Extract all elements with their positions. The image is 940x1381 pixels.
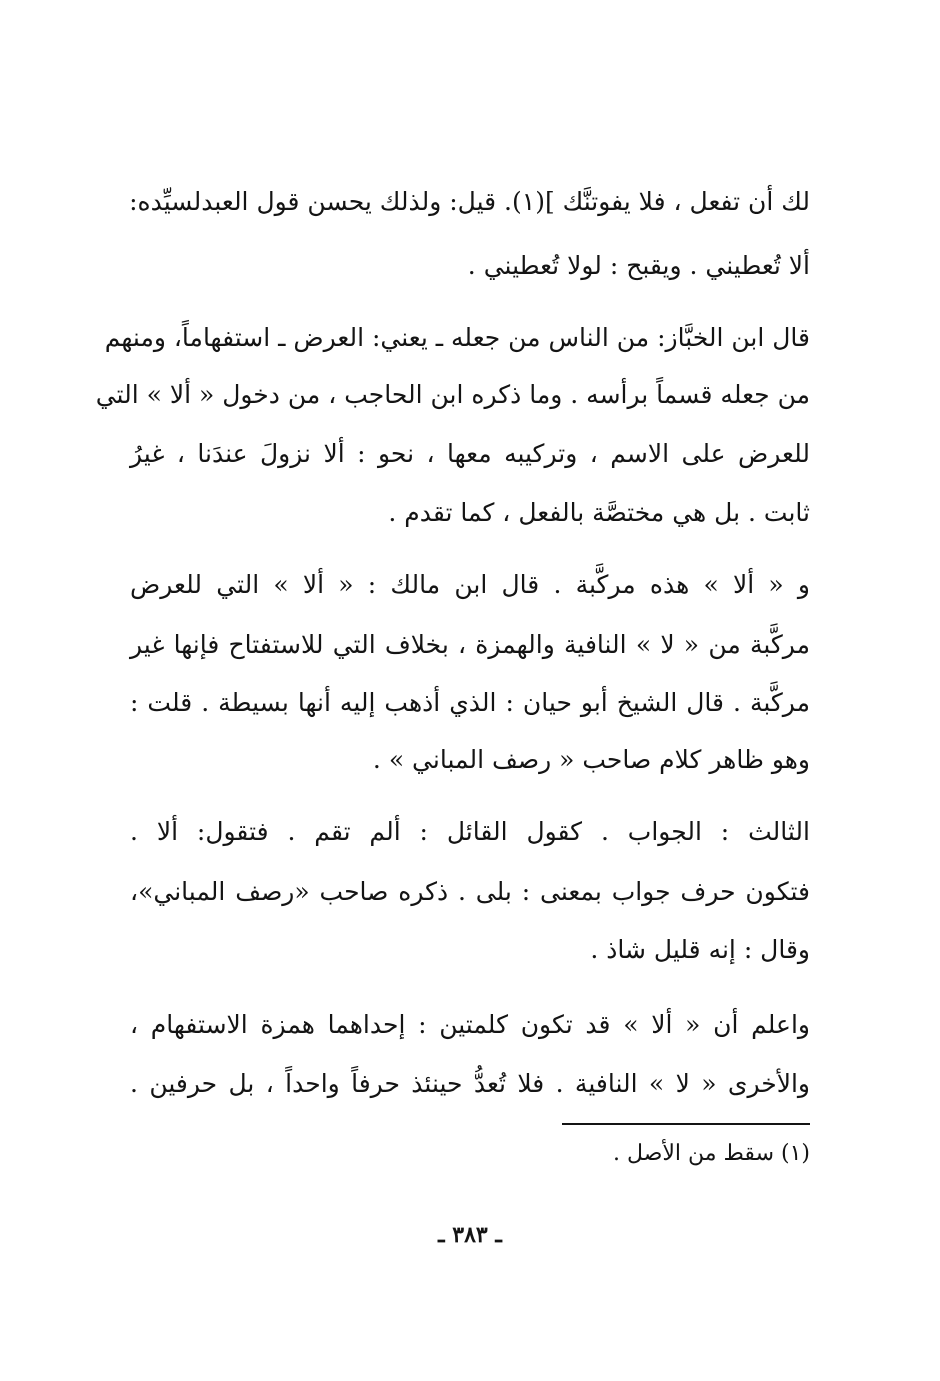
text-line: الثالث : الجواب . كقول القائل : ألم تقم . فتقول: ألا .: [130, 817, 810, 846]
text-line: مركَّبة . قال الشيخ أبو حيان : الذي أذهب إليه أنها بسيطة . قلت :: [130, 688, 810, 717]
text-line: ثابت . بل هي مختصَّة بالفعل ، كما تقدم .: [388, 498, 810, 527]
text-line: للعرض على الاسم ، وتركيبه معها ، نحو : ألا نزولَ عندَنا ، غيرُ: [130, 439, 810, 468]
text-line: فتكون حرف جواب بمعنى : بلى . ذكره صاحب «رصف المباني»،: [130, 877, 810, 906]
footnote: (١) سقط من الأصل .: [613, 1141, 810, 1166]
page-number: ـ ٣٨٣ ـ: [438, 1222, 502, 1248]
text-line: و « ألا » هذه مركَّبة . قال ابن مالك : « ألا » التي للعرض: [130, 570, 810, 599]
text-line: وقال : إنه قليل شاذ .: [590, 935, 810, 964]
text-line: قال ابن الخبَّاز: من الناس من جعله ـ يعني: العرض ـ استفهاماً، ومنهم: [104, 323, 810, 352]
footnote-separator: [562, 1123, 810, 1125]
text-line: مركَّبة من « لا » النافية والهمزة ، بخلاف التي للاستفتاح فإنها غير: [130, 630, 810, 659]
text-line: والأخرى « لا » النافية . فلا تُعدُّ حينئذ حرفاً واحداً ، بل حرفين .: [130, 1069, 810, 1098]
text-line: ألا تُعطيني . ويقبح : لولا تُعطيني .: [467, 251, 810, 280]
text-line: لك أن تفعل ، فلا يفوتنَّك ](١). قيل: ولذلك يحسن قول العبدلسيِّده:: [129, 187, 810, 216]
text-line: من جعله قسماً برأسه . وما ذكره ابن الحاجب ، من دخول « ألا » التي: [95, 380, 810, 409]
text-line: وهو ظاهر كلام صاحب « رصف المباني » .: [372, 745, 810, 774]
text-line: واعلم أن « ألا » قد تكون كلمتين : إحداهما همزة الاستفهام ،: [130, 1010, 810, 1039]
